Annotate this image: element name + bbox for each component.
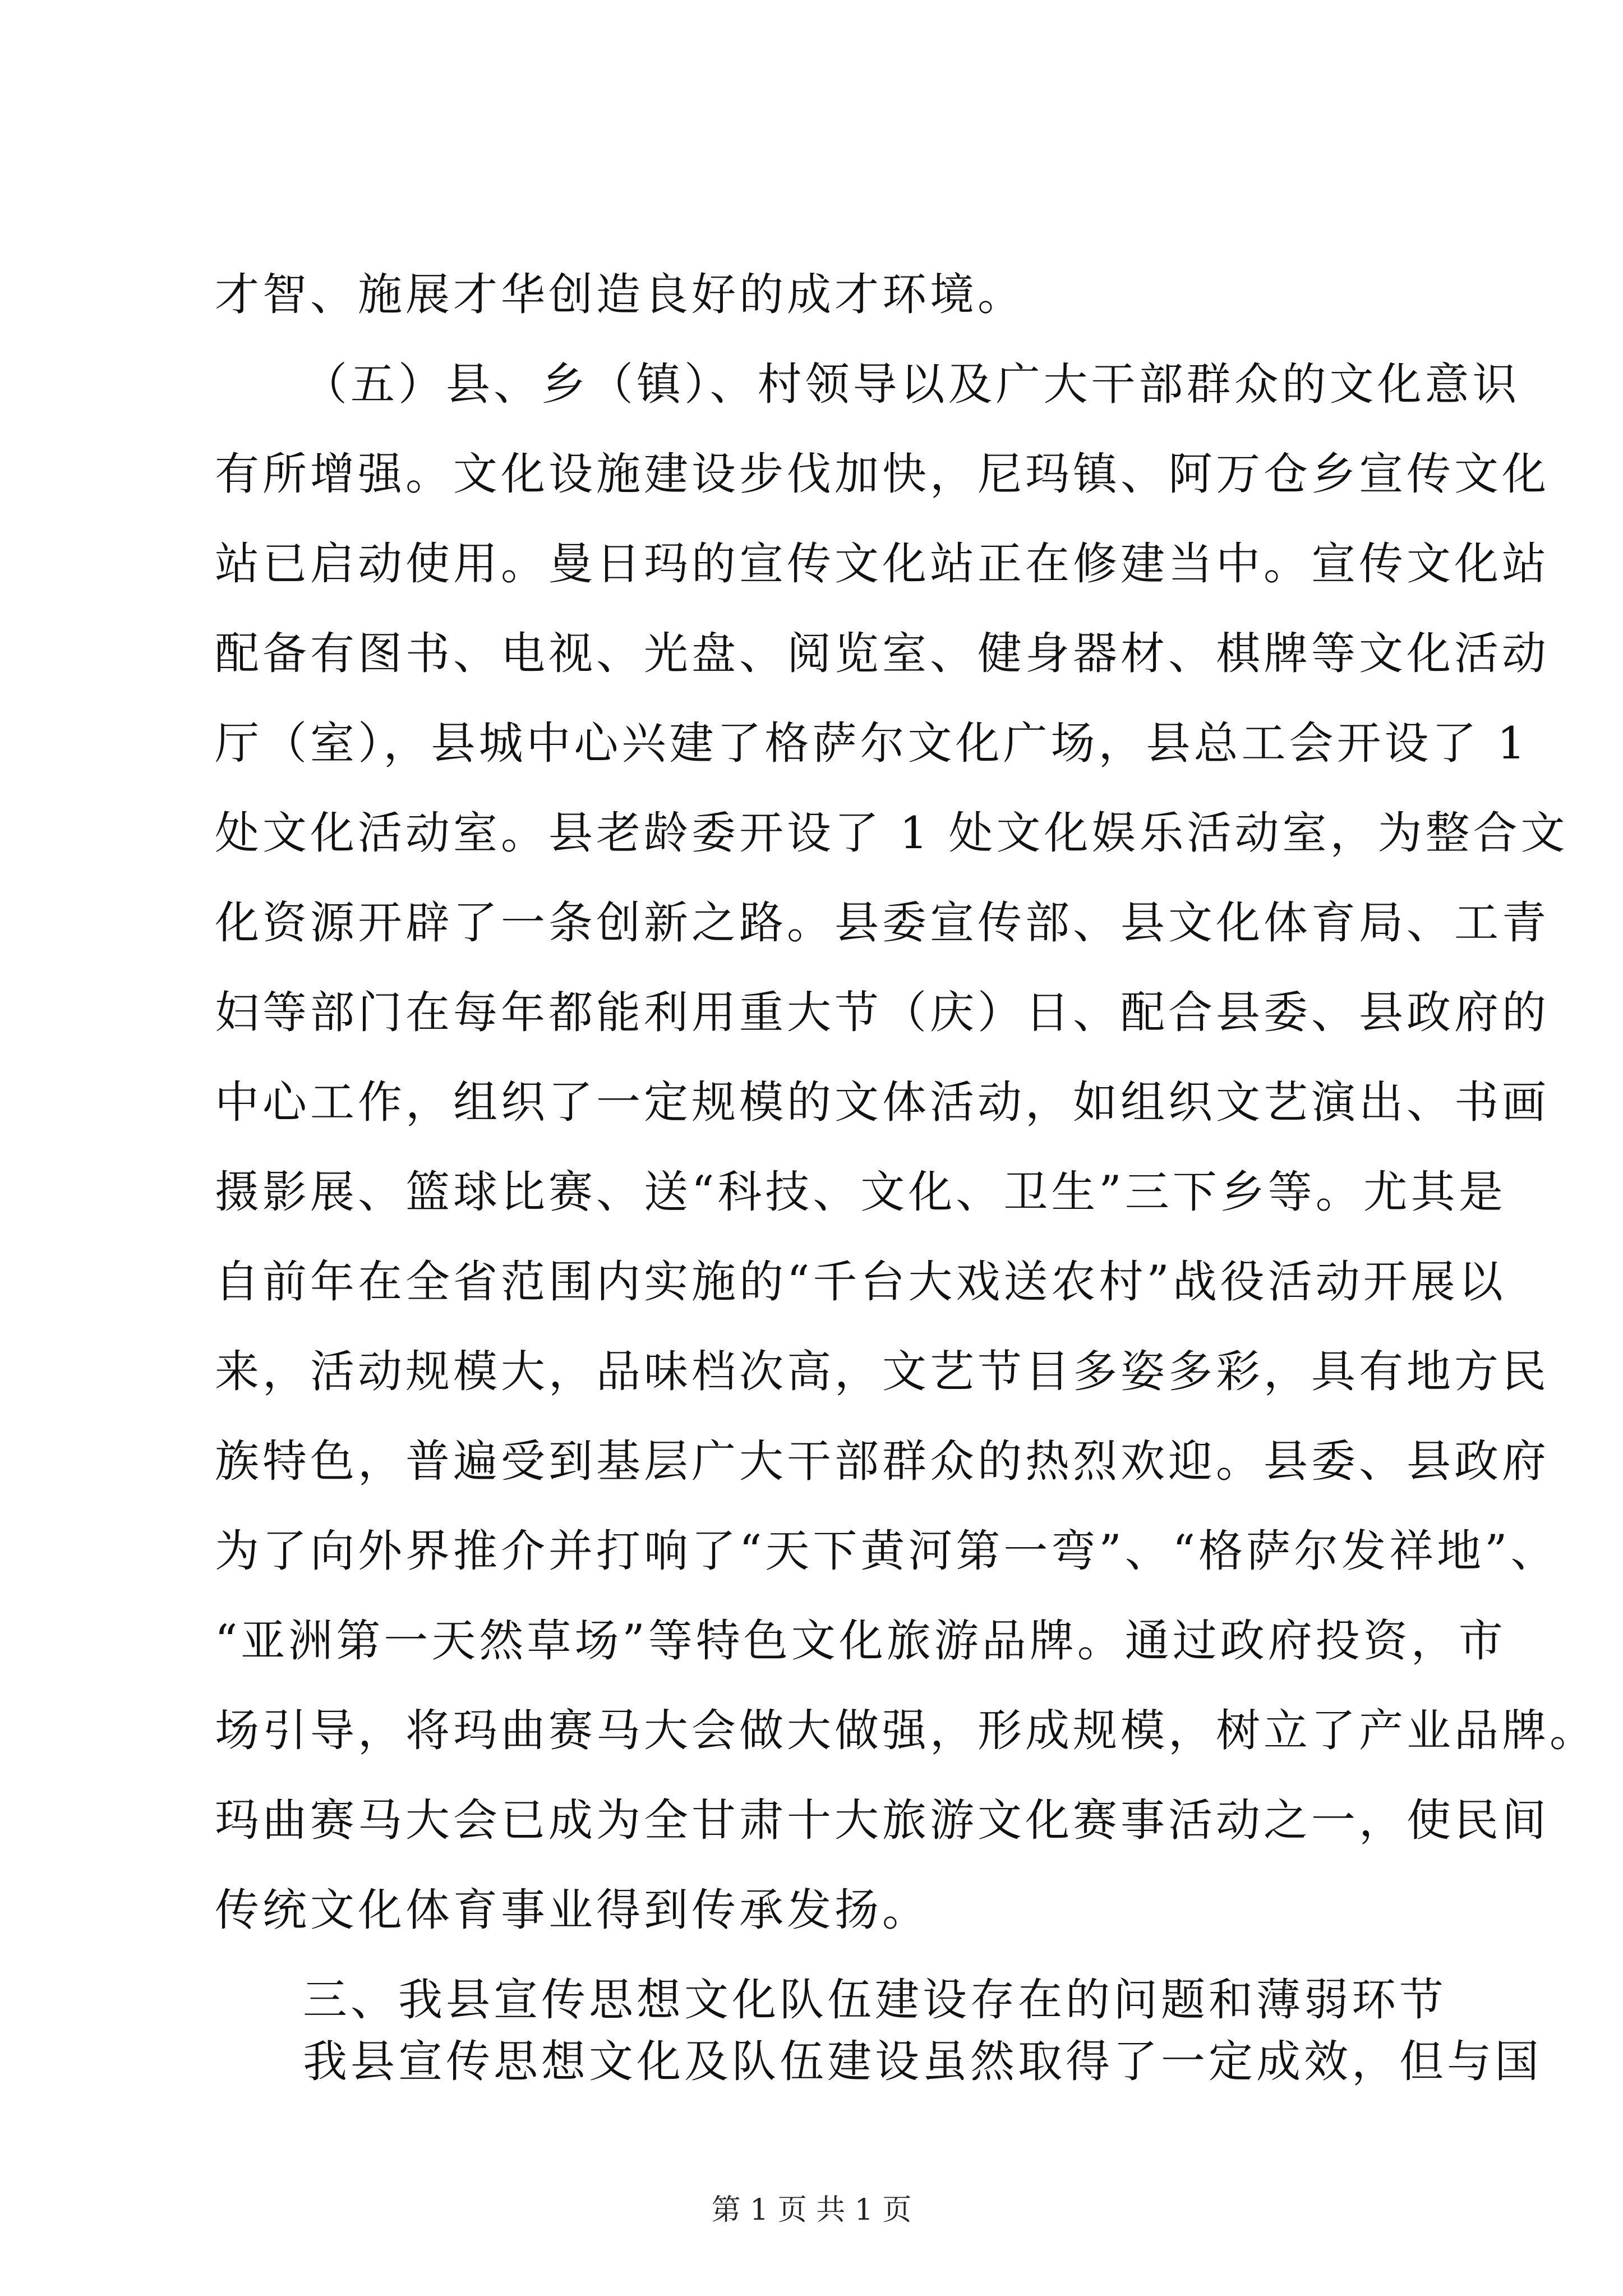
text-line-15: 为了向外界推介并打响了“天下黄河第一弯”、“格萨尔发祥地”、 — [215, 1525, 1559, 1577]
text-line-16: “亚洲第一天然草场”等特色文化旅游品牌。通过政府投资，市 — [215, 1615, 1506, 1667]
text-line-4: 站已启动使用。曼日玛的宣传文化站正在修建当中。宣传文化站 — [215, 538, 1550, 590]
text-line-11: 摄影展、篮球比赛、送“科技、文化、卫生”三下乡等。尤其是 — [215, 1166, 1506, 1218]
text-line-1: 才智、施展才华创造良好的成才环境。 — [215, 269, 1025, 320]
text-line-2: （五）县、乡（镇）、村领导以及广大干部群众的文化意识 — [303, 358, 1520, 410]
text-line-13: 来，活动规模大，品味档次高，文艺节目多姿多彩，具有地方民 — [215, 1346, 1550, 1397]
text-line-10: 中心工作，组织了一定规模的文体活动，如组织文艺演出、书画 — [215, 1076, 1550, 1128]
text-line-17: 场引导，将玛曲赛马大会做大做强，形成规模，树立了产业品牌。 — [215, 1705, 1597, 1756]
section-heading: 三、我县宣传思想文化队伍建设存在的问题和薄弱环节 — [303, 1974, 1447, 2026]
text-line-6: 厅（室），县城中心兴建了格萨尔文化广场，县总工会开设了 1 — [215, 717, 1529, 769]
text-line-21: 我县宣传思想文化及队伍建设虽然取得了一定成效，但与国 — [303, 2036, 1542, 2087]
text-line-9: 妇等部门在每年都能利用重大节（庆）日、配合县委、县政府的 — [215, 987, 1550, 1038]
page-number-footer: 第 1 页 共 1 页 — [711, 2193, 912, 2227]
text-line-12: 自前年在全省范围内实施的“千台大戏送农村”战役活动开展以 — [215, 1256, 1506, 1308]
text-line-7: 处文化活动室。县老龄委开设了 1 处文化娱乐活动室，为整合文 — [215, 807, 1569, 859]
text-line-5: 配备有图书、电视、光盘、阅览室、健身器材、棋牌等文化活动 — [215, 628, 1550, 679]
text-line-19: 传统文化体育事业得到传承发扬。 — [215, 1884, 930, 1936]
text-line-14: 族特色，普遍受到基层广大干部群众的热烈欢迎。县委、县政府 — [215, 1435, 1550, 1487]
text-line-8: 化资源开辟了一条创新之路。县委宣传部、县文化体育局、工青 — [215, 897, 1550, 949]
text-line-3: 有所增强。文化设施建设步伐加快，尼玛镇、阿万仓乡宣传文化 — [215, 448, 1550, 500]
text-line-18: 玛曲赛马大会已成为全甘肃十大旅游文化赛事活动之一，使民间 — [215, 1795, 1550, 1846]
